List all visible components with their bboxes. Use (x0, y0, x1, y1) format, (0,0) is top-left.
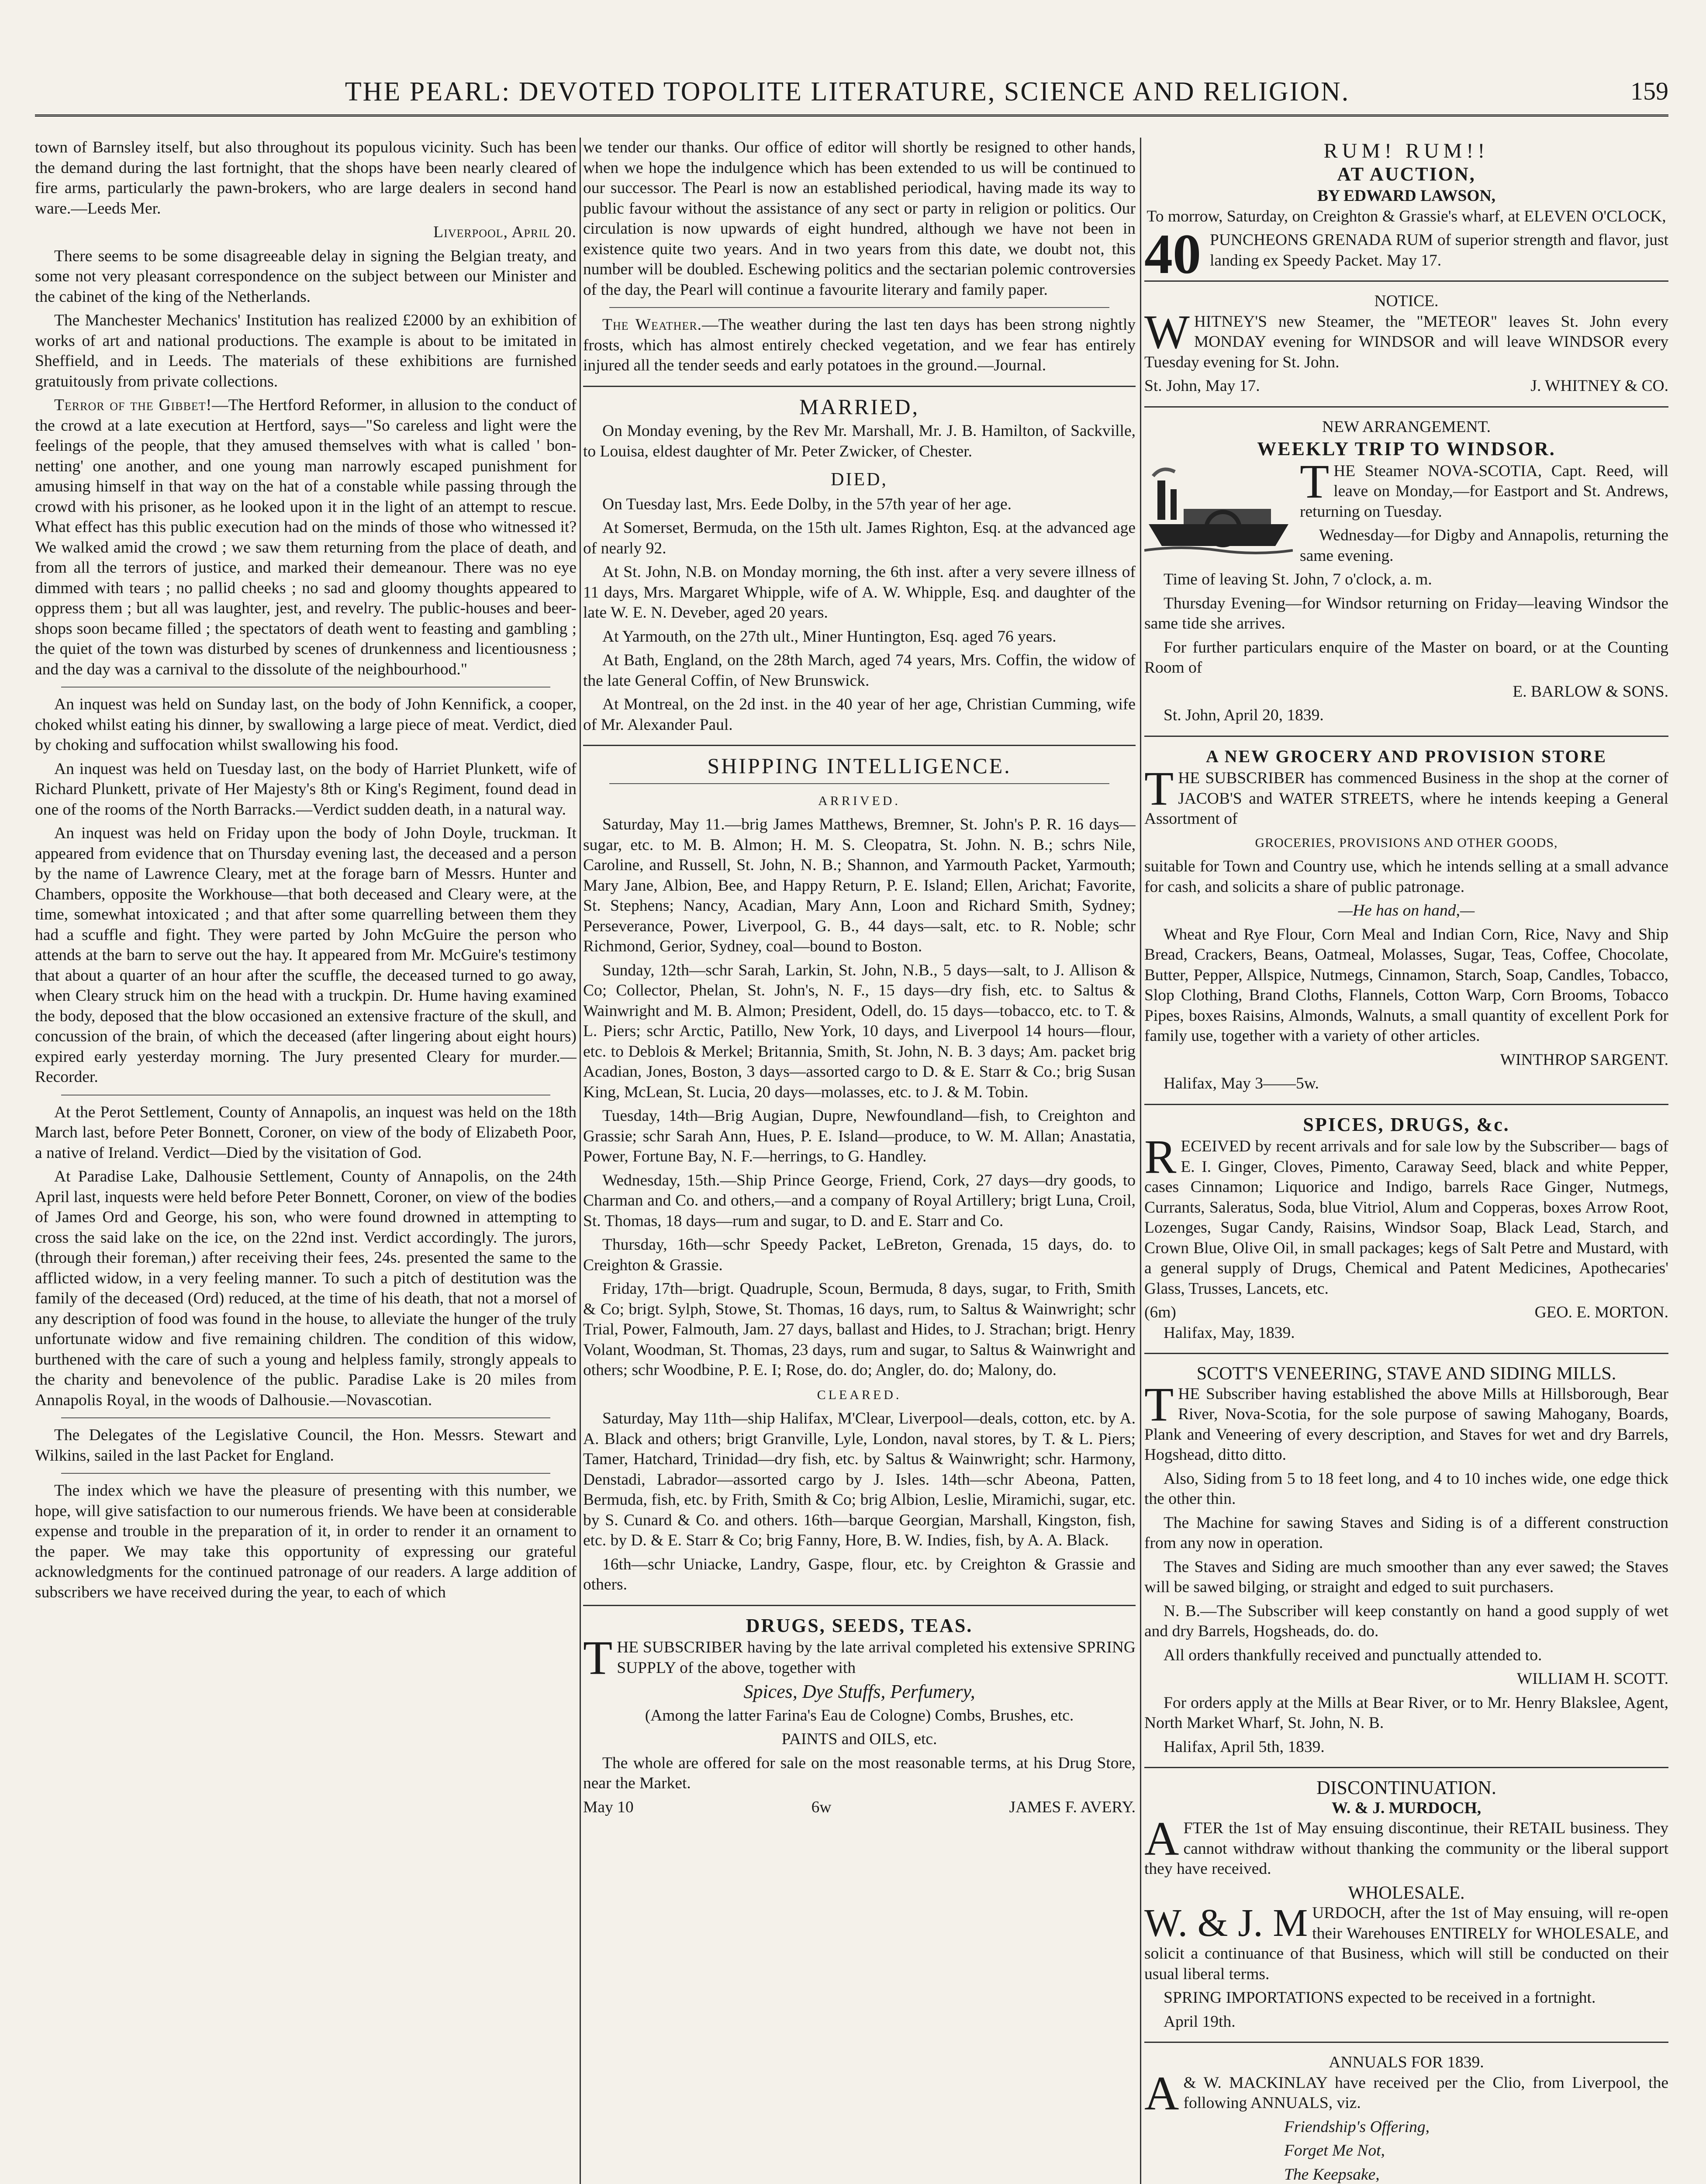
ad-heading-weekly: WEEKLY TRIP TO WINDSOR. (1257, 438, 1556, 460)
shipping-paragraph: Saturday, May 11th—ship Halifax, M'Clear, Liverpool—deals, cotton, etc. by A. A. Black and others; brigt Granville, Lyle, London, naval stores, by T. & L. Piers; Tamer, Hatchard, Trinidad—dry fish, etc. by Saltus & Wainwright; schr. Harmony, Denstadi, Labrador—assorted cargo by J. Isles. 14th—schr Abeona, Patten, Bermuda, fish, etc. by Frith, Smith & Co; brig Albion, Leslie, Miramichi, sugar, etc. by S. Cunard & Co. and others. 16th—barque Georgian, Marshall, Kingston, fish, etc. by D. & E. Starr & Co; brig Fanny, Hore, B. W. Indies, fish, by A. A. Black. (583, 1410, 1136, 1549)
ad-text: N. B.—The Subscriber will keep constantly on hand a good supply of wet and dry Barrels, Hogsheads, do. do. (1144, 1602, 1668, 1640)
news-paragraph (583, 315, 1136, 376)
ad-subheading: W. & J. MURDOCH, (1331, 1799, 1482, 1817)
ad-text: & W. MACKINLAY have received per the Clio, from Liverpool, the following ANNUALS, viz. (1183, 2073, 1668, 2112)
news-paragraph: town of Barnsley itself, but also throughout its populous vicinity. Such has been the demand during the last fortnight, that the shops have been nearly cleared of fire arms, particularly the pawn-brokers, who are large dealers in second hand ware.—Leeds Mer. (35, 138, 577, 218)
ad-text: FTER the 1st of May ensuing discontinue, their RETAIL business. They cannot withdraw without thanking the community or the liberal support they have received. (1144, 1819, 1668, 1878)
notice-paragraph: On Monday evening, by the Rev Mr. Marshall, Mr. J. B. Hamilton, of Sackville, to Louisa, eldest daughter of Mr. Peter Zwicker, of Chester. (583, 422, 1136, 460)
ad-date: Halifax, April 5th, 1839. (1164, 1738, 1325, 1756)
ad-date: May 10 (583, 1798, 634, 1816)
ad-body (583, 1631, 1136, 1684)
divider (61, 1417, 550, 1418)
ad-signature: WILLIAM H. SCOTT. (1516, 1670, 1668, 1688)
masthead-rule (35, 114, 1668, 117)
news-paragraph: An inquest was held on Friday upon the body of John Doyle, truckman. It appeared from evidence that on Thursday evening last, the deceased and a person by the name of Lawrence Cleary, met at the forage barn of Messrs. Hunter and Chambers, opposite the Workhouse—that both deceased and Cleary were, at the time, somewhat intoxicated ; and that after some quarrelling between them they had a scuffle and fight. They were parted by John McGuire the person who attends at the barn to serve out the hay. It appeared from Mr. McGuire's testimony that about a quarter of an hour after the scuffle, the deceased turned to go away, when Cleary struck him on the head with a truckpin. Dr. Hume having examined the body, deposed that the blow occasioned an extensive fracture of the skull, and concussion of the brain, of which the deceased (after lingering about eight hours) expired early yesterday morning. The Jury presented Cleary for murder.—Recorder. (35, 824, 577, 1086)
notice-paragraph: At Bath, England, on the 28th March, aged 74 years, Mrs. Coffin, the widow of the late General Coffin, of New Brunswick. (583, 651, 1136, 690)
ad-heading-discontinuation: DISCONTINUATION. (1316, 1777, 1496, 1798)
news-paragraph: An inquest was held on Sunday last, on the body of John Kennifick, a cooper, choked whilst eating his dinner, by swallowing a large piece of meat. Verdict, died by choking and suffocation whilst swallowing his food. (35, 695, 577, 754)
ad-date: Halifax, May 3——5w. (1164, 1075, 1319, 1092)
ad-text: suitable for Town and Country use, which he intends selling at a small advance for cash, and solicits a share of public patronage. (1144, 857, 1668, 896)
drop-cap: T (1144, 1377, 1174, 1431)
ad-text: ECEIVED by recent arrivals and for sale low by the Subscriber— bags of E. I. Ginger, Cloves, Pimento, Caraway Seed, black and white Pepper, cases Cinnamon; Liquorice and Indigo, barrels Race Ginger, Nutmegs, Currants, Saleratus, Soda, blue Vitriol, Alum and Copperas, boxes Arrow Root, Lozenges, Sugar Candy, Raisins, Windsor Soap, Black Lead, Starch, and Crown Blue, Olive Oil, in small packages; kegs of Salt Petre and Mustard, with a general supply of Drugs, Chemical and Patent Medicines, Apothecaries' Glass, Trusses, Lancets, etc. (1144, 1137, 1668, 1298)
news-paragraph: we tender our thanks. Our office of editor will shortly be resigned to other hands, when we hope the indulgence which has been extended to us will be continued to our successor. The Pearl is now an established periodical, having made its way to public favour without the assistance of any sect or party in religion or politics. Our circulation is now upwards of eight hundred, although we have not been in existence quite two years. And in two years from this date, we doubt not, this number will be doubled. Eschewing politics and the sectarian polemic controversies of the day, the Pearl will continue a favourite literary and family paper. (583, 138, 1136, 299)
steamer-icon (1144, 463, 1293, 563)
ad-text: Wednesday—for Digby and Annapolis, returning the same evening. (1300, 526, 1668, 565)
section-heading-died: DIED, (831, 470, 888, 490)
news-paragraph (35, 395, 577, 680)
ad-text: For further particulars enquire of the Master on board, or at the Counting Room of (1144, 638, 1668, 677)
news-paragraph: At the Perot Settlement, County of Annapolis, an inquest was held on the 18th March last, before Peter Bonnett, Coroner, on view of the body of Elizabeth Poor, a native of Ireland. Verdict—Died by the visitation of God. (35, 1103, 577, 1162)
ad-text: The Machine for sawing Staves and Siding is of a different construction from any now in operation. (1144, 1514, 1668, 1552)
news-paragraph: The Manchester Mechanics' Institution has realized £2000 by an exhibition of works of art and national productions. The example is about to be imitated in Sheffield, and in Leeds. The materials of these exhibitions are furnished gratuitously from private collections. (35, 311, 577, 390)
ad-date: Halifax, May, 1839. (1164, 1324, 1295, 1342)
notice-paragraph: At Somerset, Bermuda, on the 15th ult. James Righton, Esq. at the advanced age of nearly 92. (583, 519, 1136, 557)
ad-body (1144, 1812, 1668, 1880)
drop-cap: W (1144, 305, 1190, 359)
ad-text: HE Steamer NOVA-SCOTIA, Capt. Reed, will leave on Monday,—for Eastport and St. Andrews, returning on Tuesday. (1300, 462, 1668, 521)
subheading-cleared: CLEARED. (817, 1387, 902, 1402)
ad-signature: E. BARLOW & SONS. (1513, 682, 1668, 701)
big-number: 40 (1144, 223, 1201, 286)
ad-body (1144, 305, 1668, 373)
notice-paragraph: At Montreal, on the 2d inst. in the 40 year of her age, Christian Cumming, wife of Mr. Alexander Paul. (583, 695, 1136, 734)
ad-text: PAINTS and OILS, etc. (781, 1730, 937, 1748)
ad-text: HE SUBSCRIBER having by the late arrival completed his extensive SPRING SUPPLY of the above, together with (617, 1638, 1136, 1677)
column-2 (583, 138, 1136, 2184)
article-body: —The weather during the last ten days has been strong nightly frosts, which has almost entirely checked vegetation, and we fear has entirely injured all the tender seeds and early potatoes in the ground.—Journal. (583, 316, 1136, 374)
drop-cap: T (1144, 762, 1174, 815)
divider (1144, 2042, 1668, 2043)
ad-signature: WINTHROP SARGENT. (1500, 1051, 1668, 1069)
page-number: 159 (1630, 77, 1668, 105)
divider (583, 1605, 1136, 1606)
article-head: The Weather. (602, 316, 702, 334)
ad-date: St. John, May 17. (1144, 377, 1260, 395)
ad-heading-rum: RUM! RUM!! (1323, 139, 1489, 162)
ad-body (1144, 223, 1668, 286)
ad-text: HE SUBSCRIBER has commenced Business in the shop at the corner of JACOB'S and WATER STREETS, where he intends keeping a General Assortment of (1144, 769, 1668, 828)
shipping-paragraph: Friday, 17th—brigt. Quadruple, Scoun, Bermuda, 8 days, sugar, to Frith, Smith & Co; brigt. Sylph, Stowe, St. Thomas, 16 days, rum, to Saltus & Wainwright; schr Trial, Power, Falmouth, Jam. 27 days, ballast and Hides, to J. Strachan; brigt. Henry Volant, Woodman, St. Thomas, 23 days, rum and sugar, to Saltus & Wainwright and others; schr Woodbine, P. E. I; Rose, do. do; Angler, do. do; Malony, do. (583, 1280, 1136, 1379)
column-3 (1144, 138, 1668, 2184)
ad-body (1144, 2066, 1668, 2120)
shipping-paragraph: Sunday, 12th—schr Sarah, Larkin, St. John, N.B., 5 days—salt, to J. Allison & Co; Collector, Phelan, St. John's, N. F., 15 days—dry fish, etc. to Saltus & Wainwright and M. B. Almon; President, Odell, do. 15 days—tobacco, etc. to T. & L. Piers; schr Arctic, Patillo, New York, 10 days, and Liverpool 14 hours—flour, etc. to Deblois & Merkel; Britannia, Smith, St. John, N. B. 3 days; Am. packet brig Acadian, Jones, Boston, 3 days—assorted cargo to D. & E. Starr & Co.; brig Susan King, McLean, St. Lucia, 20 days—molasses, etc. to J. & M. Tobin. (583, 961, 1136, 1101)
ad-signature: JAMES F. AVERY. (1009, 1798, 1136, 1816)
ad-w: 6w (811, 1798, 832, 1816)
ad-date: April 19th. (1164, 2012, 1236, 2031)
ad-subheading: BY EDWARD LAWSON, (1317, 187, 1496, 205)
notice-paragraph: At St. John, N.B. on Monday morning, the 6th inst. after a very severe illness of 11 days, Mrs. Margaret Whipple, wife of A. W. Whipple, Esq. and daughter of the late W. E. N. Deveber, aged 20 years. (583, 563, 1136, 622)
notice-paragraph: On Tuesday last, Mrs. Eede Dolby, in the 57th year of her age. (602, 495, 1012, 513)
ad-text: Also, Siding from 5 to 18 feet long, and 4 to 10 inches wide, one edge thick the other thin. (1144, 1469, 1668, 1508)
ad-signature-row (1144, 376, 1668, 397)
divider (1144, 280, 1668, 282)
ad-heading-grocery: A NEW GROCERY AND PROVISION STORE (1205, 746, 1607, 766)
ad-text: To morrow, Saturday, on Creighton & Grassie's wharf, at ELEVEN O'CLOCK, (1147, 207, 1666, 225)
ad-heading-notice: NOTICE. (1374, 292, 1439, 310)
divider (1144, 1767, 1668, 1768)
ad-text: URDOCH, after the 1st of May ensuing, will re-open their Warehouses ENTIRELY for WHOLESALE, and solicit a continuance of that Business, which will still be conducted on their usual liberal terms. (1144, 1904, 1668, 1983)
ad-heading-auction: AT AUCTION, (1337, 163, 1476, 185)
shipping-paragraph: Thursday, 16th—schr Speedy Packet, LeBreton, Grenada, 15 days, do. to Creighton & Grassie. (583, 1236, 1136, 1274)
ad-body (1144, 1130, 1668, 1299)
ad-heading-scott: SCOTT'S VENEERING, STAVE AND SIDING MILLS. (1196, 1364, 1616, 1384)
ad-text: The Staves and Siding are much smoother than any ever sawed; the Staves will be sawed bilging, or straight and edged to suit purchasers. (1144, 1558, 1668, 1596)
drop-cap: T (583, 1631, 613, 1684)
divider (583, 745, 1136, 746)
ad-signature: GEO. E. MORTON. (1534, 1303, 1668, 1321)
ad-date: May 17. (1387, 251, 1442, 270)
ad-date: St. John, April 20, 1839. (1164, 706, 1324, 724)
ad-signature-row (1144, 1303, 1668, 1323)
ad-w: (6m) (1144, 1303, 1176, 1321)
ad-text: For orders apply at the Mills at Bear River, or to Mr. Henry Blakslee, Agent, North Market Wharf, St. John, N. B. (1144, 1693, 1668, 1732)
drop-cap: R (1144, 1130, 1177, 1183)
news-paragraph: An inquest was held on Tuesday last, on the body of Harriet Plunkett, wife of Richard Plunkett, private of Her Majesty's 8th or King's Regiment, found dead in one of the rooms of the North Barracks.—Verdict sudden death, in a natural way. (35, 760, 577, 819)
divider (61, 687, 550, 688)
article-head: Terror of the Gibbet! (54, 396, 212, 414)
shipping-paragraph: Saturday, May 11.—brig James Matthews, Bremner, St. John's P. R. 16 days—sugar, etc. to M. B. Almon; H. M. S. Cleopatra, St. John. N. B.; schrs Nile, Caroline, and Russell, St. John, N. B.; Shannon, and Yarmouth Packet, Yarmouth; Mary Jane, Albion, Bee, and Happy Return, P. E. Island; Ellen, Arichat; Favorite, St. Stephens; Nancy, Acadian, Mary Ann, Loon and Richard Smith, Sydney; Perseverance, Power, Liverpool, G. B., 44 days—salt, etc. to R. Noble; schr Richmond, Gerior, Sydney, coal—bound to Boston. (583, 816, 1136, 955)
ad-text: Spices, Dye Stuffs, Perfumery, (743, 1681, 975, 1702)
article-body: —The Hertford Reformer, in allusion to the conduct of the crowd at a late execution at Hertford, says—"So careless and light were the feelings of the people, that they amused themselves with what is called ' bon-netting' one another, and one young man narrowly escaped punishment for amusing himself in that way on the hat of a constable while passing through the crowd with his prisoner, as he looked upon it in the light of an attempt to rescue. What effect has this public execution had on the minds of those who witnessed it? We walked amid the crowd ; we saw them returning from the place of death, and from all the terrors of justice, and marked their demeanour. There was no eye dimmed with tears ; no pallid cheeks ; no sad and gloomy thoughts appeared to oppress them ; but all was laughter, jest, and revelry. The public-houses and beer-shops soon became filled ; the spectators of death went to feasting and gambling ; the quiet of the town was disturbed by scenes of drunkenness and licentiousness ; and the day was a carnival to the dissolute of the neighbourhood." (35, 396, 577, 678)
ad-text: All orders thankfully received and punctually attended to. (1164, 1646, 1542, 1664)
column-divider (580, 138, 581, 2184)
ad-heading-annuals: ANNUALS FOR 1839. (1329, 2053, 1484, 2071)
shipping-paragraph: Wednesday, 15th.—Ship Prince George, Friend, Cork, 27 days—dry goods, to Charman and Co. and others,—and a company of Royal Artillery; brigt Luna, Croil, St. Thomas, 18 days—rum and sugar, to D. and E. Starr and Co. (583, 1171, 1136, 1230)
ad-text: PUNCHEONS GRENADA RUM of superior strength and flavor, just landing ex Speedy Packet. (1210, 231, 1668, 270)
divider (1144, 406, 1668, 408)
ad-body (1144, 1903, 1668, 1984)
ad-text: —He has on hand,— (1338, 902, 1475, 919)
shipping-paragraph: Tuesday, 14th—Brig Augian, Dupre, Newfoundland—fish, to Creighton and Grassie; schr Sarah Ann, Hues, P. E. Island—produce, to W. M. Allan; Anastatia, Power, Fortune Bay, N. F.—herrings, to G. Handley. (583, 1107, 1136, 1165)
list-item: Forget Me Not, (1284, 2142, 1385, 2160)
dateline: Liverpool, April 20. (433, 223, 577, 241)
list-item: Friendship's Offering, (1284, 2118, 1430, 2136)
news-paragraph: There seems to be some disagreeable delay in signing the Belgian treaty, and some not very pleasant correspondence on the subject between our Minister and the cabinet of the king of the Netherlands. (35, 247, 577, 306)
notice-paragraph: At Yarmouth, on the 27th ult., Miner Huntington, Esq. aged 76 years. (602, 627, 1057, 646)
divider (583, 386, 1136, 387)
ad-text: SPRING IMPORTATIONS expected to be received in a fortnight. (1164, 1989, 1596, 2007)
drop-cap: W. & J. M (1144, 1901, 1308, 1945)
subheading-arrived: ARRIVED. (818, 793, 901, 808)
ad-signature: J. WHITNEY & CO. (1530, 377, 1668, 395)
section-heading-shipping: SHIPPING INTELLIGENCE. (707, 753, 1012, 778)
divider (1144, 1353, 1668, 1354)
news-paragraph: At Paradise Lake, Dalhousie Settlement, County of Annapolis, on the 24th April last, inquests were held before Peter Bonnett, Coroner, on view of the bodies of James Ord and George, his son, who were found drowned in attempting to cross the said lake on the ice, on the 22nd inst. Verdict accordingly. The jurors, (through their foreman,) after receiving their fees, 24s. presented the same to the afflicted widow, in a very feeling manner. To such a pitch of destitution was the family of the deceased (Ord) reduced, at the time of his death, that not a morsel of any description of food was found in the house, to alleviate the hunger of the truly unfortunate widow and five remaining children. The condition of this widow, burthened with the care of such a young and helpless family, strongly appeals to the charity and benevolence of the public. Paradise Lake is 20 miles from Annapolis Royal, in the woods of Dalhousie.—Novascotian. (35, 1168, 577, 1409)
divider (1144, 1104, 1668, 1105)
ad-text: Wheat and Rye Flour, Corn Meal and Indian Corn, Rice, Navy and Ship Bread, Crackers, Beans, Oatmeal, Molasses, Sugar, Teas, Coffee, Chocolate, Butter, Pepper, Allspice, Nutmegs, Cinnamon, Starch, Soap, Candles, Tobacco, Slop Clothing, Brand Cloths, Flannels, Cotton Warp, Corn Brooms, Tobacco Pipes, boxes Raisins, Almonds, Walnuts, a small quantity of excellent Pork for family use, together with a variety of other articles. (1144, 925, 1668, 1045)
ad-body (1144, 1377, 1668, 1465)
list-item: The Keepsake, (1284, 2165, 1380, 2184)
ad-text: Thursday Evening—for Windsor returning on Friday—leaving Windsor the same tide she arrives. (1144, 594, 1668, 632)
news-paragraph: The index which we have the pleasure of presenting with this number, we hope, will give satisfaction to our numerous friends. We have been at considerable expense and trouble in the preparation of it, in order to render it an ornament to the paper. We may take this opportunity of expressing our grateful acknowledgments for the continued patronage of our readers. A large addition of subscribers we have received during the year, to each of which (35, 1482, 577, 1601)
column-divider (1140, 138, 1141, 2184)
ad-text: (Among the latter Farina's Eau de Cologne) Combs, Brushes, etc. (645, 1706, 1074, 1724)
ad-heading-spices: SPICES, DRUGS, &c. (1303, 1113, 1510, 1135)
ad-text: GROCERIES, PROVISIONS AND OTHER GOODS, (1255, 835, 1558, 850)
ad-body (1144, 762, 1668, 829)
ad-text: HE Subscriber having established the above Mills at Hillsborough, Bear River, Nova-Scotia, for the sole purpose of sawing Mahogany, Boards, Plank and Veneering of every description, and Staves for wet and dry Barrels, Hogshead, ditto ditto. (1144, 1385, 1668, 1464)
ad-heading-wholesale: WHOLESALE. (1348, 1883, 1465, 1903)
column-1 (35, 138, 577, 2184)
news-paragraph: The Delegates of the Legislative Council, the Hon. Messrs. Stewart and Wilkins, sailed in the last Packet for England. (35, 1426, 577, 1465)
ad-text: HITNEY'S new Steamer, the "METEOR" leaves St. John every MONDAY evening for WINDSOR and will leave WINDSOR every Tuesday evening for St. John. (1144, 312, 1668, 371)
divider (1144, 736, 1668, 737)
drop-cap: T (1300, 454, 1330, 508)
section-heading-married: MARRIED, (799, 394, 920, 419)
ad-heading-new-arrangement: NEW ARRANGEMENT. (1322, 418, 1491, 436)
drop-cap: A (1144, 1812, 1179, 1865)
divider (609, 307, 1109, 308)
divider (61, 1473, 550, 1474)
ad-text: Time of leaving St. John, 7 o'clock, a. m. (1164, 570, 1432, 588)
ad-signature-row (583, 1797, 1136, 1818)
divider (609, 783, 1109, 784)
masthead-title: THE PEARL: DEVOTED TOPOLITE LITERATURE, SCIENCE AND RELIGION. (345, 77, 1350, 107)
annuals-list (1144, 2117, 1668, 2184)
ad-text: The whole are offered for sale on the most reasonable terms, at his Drug Store, near the Market. (583, 1754, 1136, 1792)
drop-cap: A (1144, 2066, 1179, 2120)
shipping-paragraph: 16th—schr Uniacke, Landry, Gaspe, flour, etc. by Creighton & Grassie and others. (583, 1555, 1136, 1593)
ad-heading-drugs: DRUGS, SEEDS, TEAS. (746, 1614, 973, 1636)
masthead (26, 76, 1668, 107)
